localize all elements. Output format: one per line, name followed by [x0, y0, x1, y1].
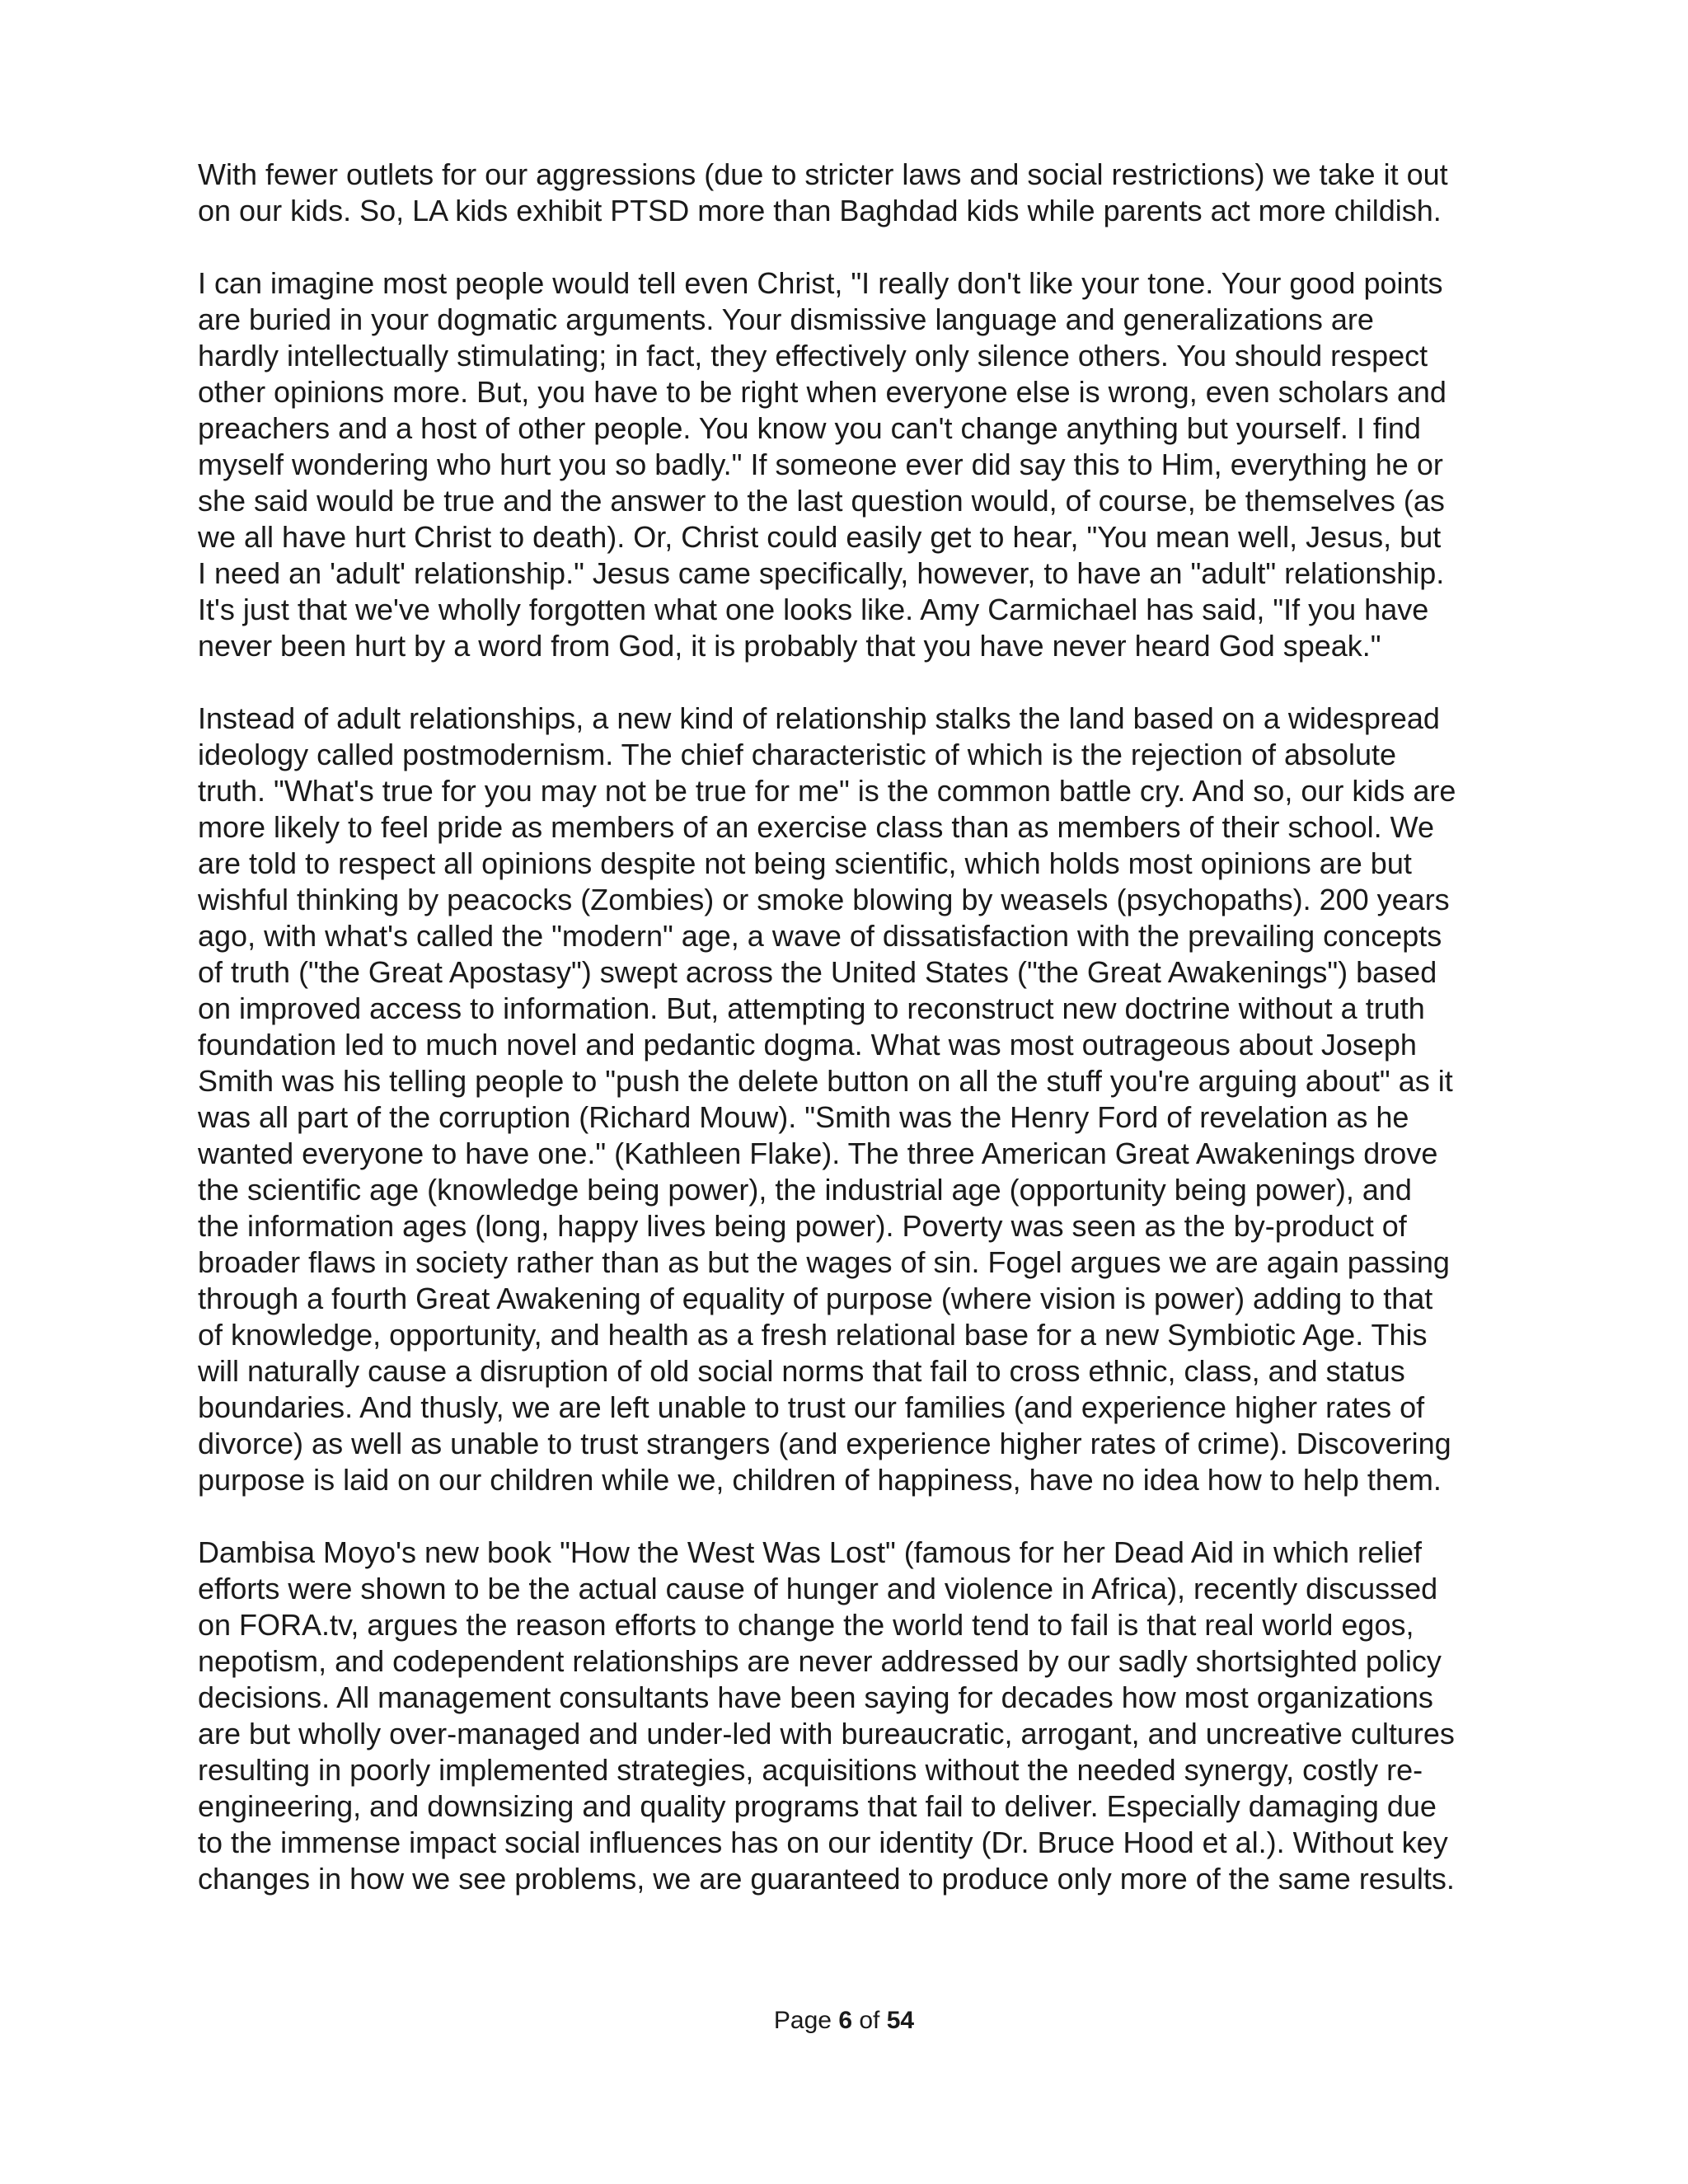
document-body [198, 157, 1492, 1933]
total-page-count: 54 [886, 2007, 915, 2034]
paragraph: I can imagine most people would tell even Christ, "I really don't like your tone. Your good points are buried in your dogmatic arguments. Your dismissive language and generalizations are hardly intellectually stimulating; in fact, they effectively only silence others. You should respect other opinions more. But, you have to be right when everyone else is wrong, even scholars and preachers and a host of other people. You know you can't change anything but yourself. I find myself wondering who hurt you so badly." If someone ever did say this to Him, everything he or she said would be true and the answer to the last question would, of course, be themselves (as we all have hurt Christ to death). Or, Christ could easily get to hear, "You mean well, Jesus, but I need an 'adult' relationship." Jesus came specifically, however, to have an "adult" relationship. It's just that we've wholly forgotten what one looks like. Amy Carmichael has said, "If you have never been hurt by a word from God, it is probably that you have never heard God speak." [198, 266, 1447, 663]
page-prefix: Page [773, 2007, 832, 2034]
current-page-number: 6 [838, 2007, 852, 2034]
page-number-footer [0, 2004, 1688, 2037]
page-separator: of [859, 2007, 880, 2034]
paragraph: Instead of adult relationships, a new kind of relationship stalks the land based on a widespread ideology called postmodernism. The chief characteristic of which is the rejection of absolute truth. "What's true for you may not be true for me" is the common battle cry. And so, our kids are more likely to feel pride as members of an exercise class than as members of their school. We are told to respect all opinions despite not being scientific, which holds most opinions are but wishful thinking by peacocks (Zombies) or smoke blowing by weasels (psychopaths). 200 years ago, with what's called the "modern" age, a wave of dissatisfaction with the prevailing concepts of truth ("the Great Apostasy") swept across the United States ("the Great Awakenings") based on improved access to information. But, attempting to reconstruct new doctrine without a truth foundation led to much novel and pedantic dogma. What was most outrageous about Joseph Smith was his telling people to "push the delete button on all the stuff you're arguing about" as it was all part of the corruption (Richard Mouw). "Smith was the Henry Ford of revelation as he wanted everyone to have one." (Kathleen Flake). The three American Great Awakenings drove the scientific age (knowledge being power), the industrial age (opportunity being power), and the information ages (long, happy lives being power). Poverty was seen as the by-product of broader flaws in society rather than as but the wages of sin. Fogel argues we are again passing through a fourth Great Awakening of equality of purpose (where vision is power) adding to that of knowledge, opportunity, and health as a fresh relational base for a new Symbiotic Age. This will naturally cause a disruption of old social norms that fail to cross ethnic, class, and status boundaries. And thusly, we are left unable to trust our families (and experience higher rates of divorce) as well as unable to trust strangers (and experience higher rates of crime). Discovering purpose is laid on our children while we, children of happiness, have no idea how to help them. [198, 701, 1456, 1497]
paragraph: Dambisa Moyo's new book "How the West Was Lost" (famous for her Dead Aid in which relief efforts were shown to be the actual cause of hunger and violence in Africa), recently discussed on FORA.tv, argues the reason efforts to change the world tend to fail is that real world egos, nepotism, and codependent relationships are never addressed by our sadly shortsighted policy decisions. All management consultants have been saying for decades how most organizations are but wholly over-managed and under-led with bureaucratic, arrogant, and uncreative cultures resulting in poorly implemented strategies, acquisitions without the needed synergy, costly re- engineering, and downsizing and quality programs that fail to deliver. Especially damaging due to the immense impact social influences has on our identity (Dr. Bruce Hood et al.). Without key changes in how we see problems, we are guaranteed to produce only more of the same results. [198, 1535, 1455, 1896]
paragraph: With fewer outlets for our aggressions (due to stricter laws and social restrictions) we take it out on our kids. So, LA kids exhibit PTSD more than Baghdad kids while parents act more childish. [198, 157, 1448, 227]
